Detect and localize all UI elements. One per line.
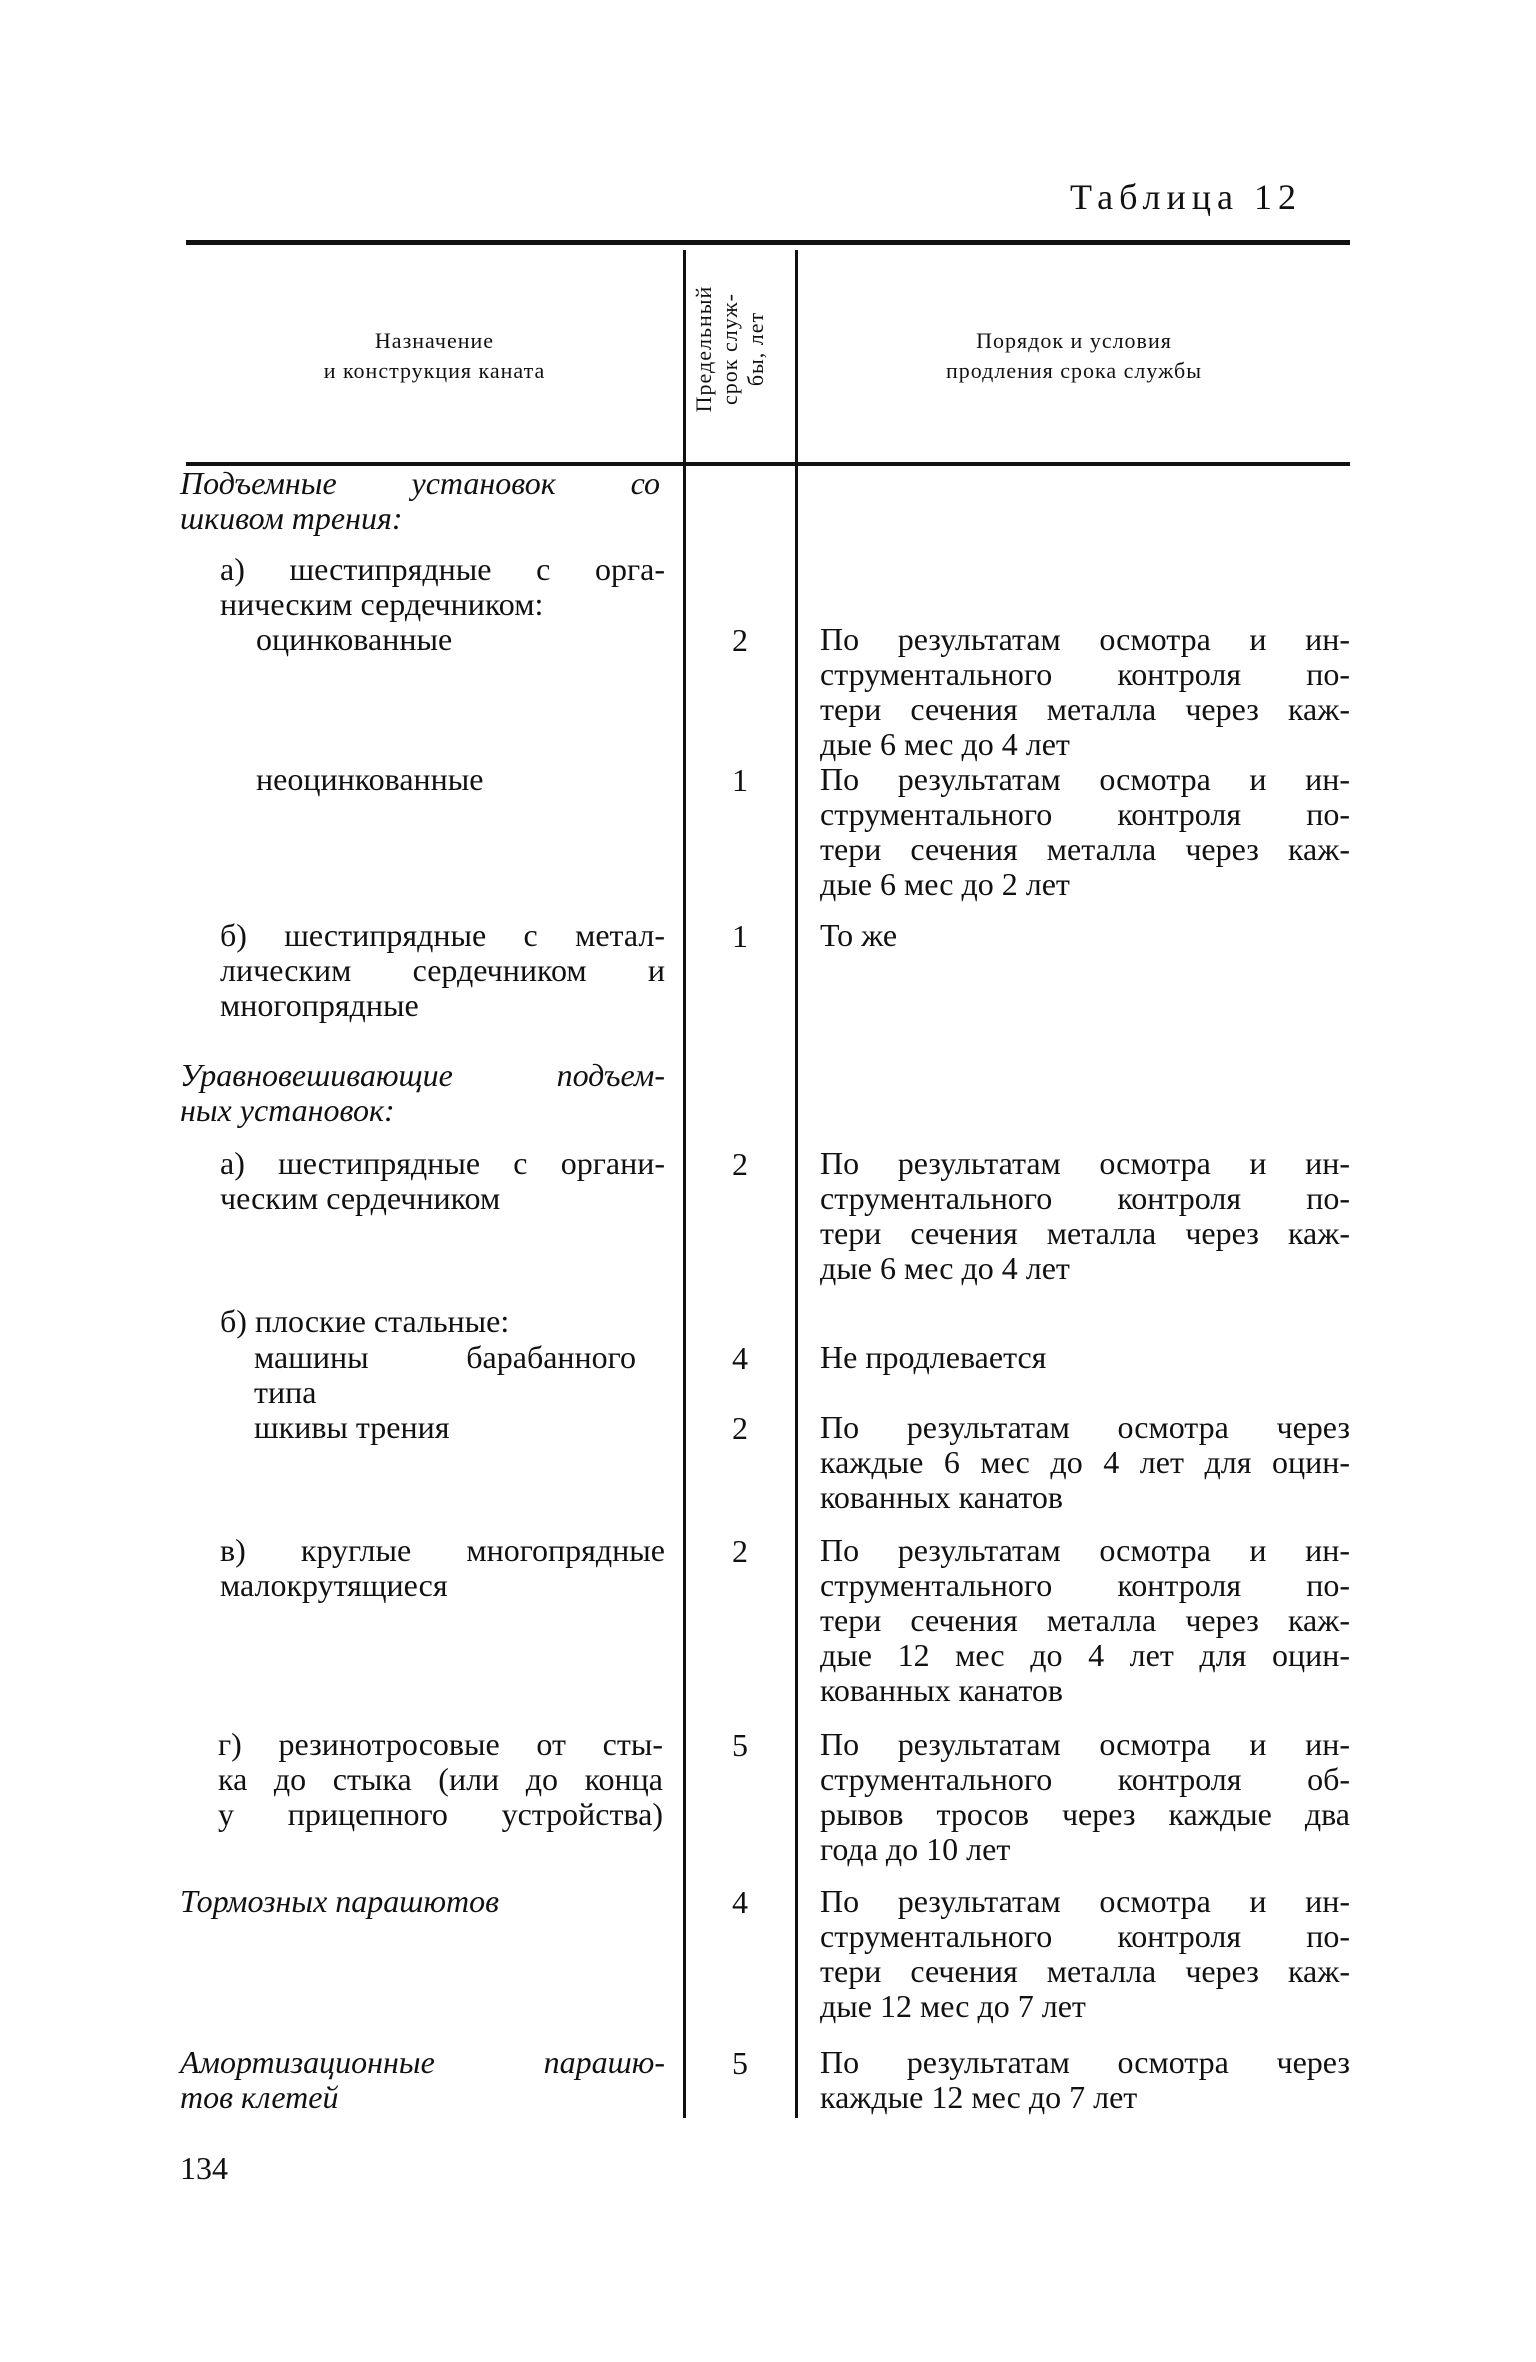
conditions-line: кованных канатов: [820, 1672, 1063, 1708]
header-col2-line: бы, лет: [743, 311, 768, 387]
conditions-line: струментального контроля по-: [820, 1180, 1350, 1216]
conditions-line: дые 6 мес до 4 лет: [820, 1250, 1070, 1286]
conditions-line: дые 6 мес до 4 лет: [820, 726, 1070, 762]
row-label-line: типа: [254, 1374, 317, 1410]
renewal-conditions: [820, 762, 1350, 902]
conditions-line: струментального контроля по-: [820, 1567, 1350, 1603]
row-label: [220, 1146, 665, 1216]
conditions-line: дые 12 мес до 4 лет для оцин-: [820, 1637, 1350, 1673]
renewal-conditions: [820, 1727, 1350, 1867]
conditions-line: струментального контроля по-: [820, 796, 1350, 832]
header-col1-line: Назначение: [374, 328, 495, 353]
conditions-line: По результатам осмотра и ин-: [820, 1532, 1350, 1568]
row-label-line: б) шестипрядные с метал-: [220, 917, 665, 953]
renewal-conditions: Не продлевается: [820, 1339, 1047, 1375]
conditions-line: тери сечения металла через каж-: [820, 1602, 1350, 1638]
section-title: [180, 1058, 665, 1128]
row-label: неоцинкованные: [256, 761, 484, 797]
conditions-line: рывов тросов через каждые два: [820, 1796, 1350, 1832]
conditions-line: тери сечения металла через каж-: [820, 831, 1350, 867]
service-life-value: 2: [732, 622, 748, 658]
column-divider-right: [795, 250, 798, 2118]
service-life-value: 1: [732, 762, 748, 798]
row-label-line: ническим сердечником:: [220, 586, 544, 622]
conditions-line: струментального контроля об-: [820, 1761, 1350, 1797]
renewal-conditions: [820, 1410, 1350, 1515]
section-title: [180, 466, 660, 536]
section-title: [180, 2045, 665, 2115]
header-col2: [691, 249, 769, 449]
row-label-line: в) круглые многопрядные: [220, 1532, 665, 1568]
renewal-conditions: [820, 1146, 1350, 1286]
header-col3-line: продления срока службы: [946, 358, 1202, 383]
column-divider-left: [683, 250, 686, 2118]
row-label: [220, 1533, 665, 1603]
row-label-line: г) резинотросовые от сты-: [218, 1726, 663, 1762]
service-life-value: 2: [732, 1533, 748, 1569]
row-label: б) плоские стальные:: [220, 1303, 510, 1339]
conditions-line: По результатам осмотра и ин-: [820, 1145, 1350, 1181]
section-title-line: Уравновешивающие подъем-: [180, 1057, 665, 1093]
row-label: оцинкованные: [256, 621, 453, 657]
conditions-line: кованных канатов: [820, 1479, 1063, 1515]
row-label-line: машины барабанного: [254, 1339, 636, 1375]
header-col2-line: Предельный: [691, 285, 716, 413]
conditions-line: тери сечения металла через каж-: [820, 1953, 1350, 1989]
section-title-line: шкивом трения:: [180, 500, 403, 536]
section-title-line: ных установок:: [180, 1092, 395, 1128]
conditions-line: По результатам осмотра через: [820, 2044, 1350, 2080]
header-col3-line: Порядок и условия: [976, 328, 1172, 353]
header-col2-line: срок служ-: [717, 293, 742, 405]
row-label-line: у прицепного устройства): [218, 1796, 663, 1832]
header-col1: [186, 326, 683, 386]
renewal-conditions: [820, 1533, 1350, 1708]
row-label: [220, 918, 665, 1023]
conditions-line: По результатам осмотра и ин-: [820, 621, 1350, 657]
renewal-conditions: [820, 622, 1350, 762]
conditions-line: дые 12 мес до 7 лет: [820, 1988, 1086, 2024]
conditions-line: По результатам осмотра и ин-: [820, 761, 1350, 797]
row-label-line: лическим сердечником и: [220, 952, 665, 988]
renewal-conditions: То же: [820, 917, 898, 953]
service-life-value: 2: [732, 1146, 748, 1182]
conditions-line: тери сечения металла через каж-: [820, 691, 1350, 727]
row-label: шкивы трения: [254, 1409, 450, 1445]
service-life-value: 4: [732, 1340, 748, 1376]
service-life-value: 1: [732, 918, 748, 954]
row-label-line: малокрутящиеся: [220, 1567, 448, 1603]
table-caption: Таблица 12: [1070, 177, 1302, 217]
row-label-line: а) шестипрядные с органи-: [220, 1145, 665, 1181]
section-title-line: Амортизационные парашю-: [180, 2044, 665, 2080]
conditions-line: По результатам осмотра через: [820, 1409, 1350, 1445]
service-life-value: 2: [732, 1410, 748, 1446]
conditions-line: каждые 12 мес до 7 лет: [820, 2079, 1138, 2115]
row-label: [218, 1727, 663, 1832]
section-title-line: тов клетей: [180, 2079, 339, 2115]
service-life-value: 5: [732, 2045, 748, 2081]
conditions-line: тери сечения металла через каж-: [820, 1215, 1350, 1251]
row-label: [220, 552, 665, 622]
renewal-conditions: [820, 1884, 1350, 2024]
section-title-line: Подъемные установок со: [180, 465, 660, 501]
conditions-line: года до 10 лет: [820, 1831, 1011, 1867]
row-label-line: многопрядные: [220, 987, 419, 1023]
service-life-value: 4: [732, 1884, 748, 1920]
conditions-line: струментального контроля по-: [820, 1918, 1350, 1954]
header-col1-line: и конструкция каната: [323, 358, 546, 383]
row-label-line: ка до стыка (или до конца: [218, 1761, 663, 1797]
conditions-line: струментального контроля по-: [820, 656, 1350, 692]
row-label-line: а) шестипрядные с орга-: [220, 551, 665, 587]
section-title: Тормозных парашютов: [180, 1883, 499, 1919]
renewal-conditions: [820, 2045, 1350, 2115]
conditions-line: дые 6 мес до 2 лет: [820, 866, 1070, 902]
page-number: 134: [180, 2150, 228, 2186]
conditions-line: По результатам осмотра и ин-: [820, 1726, 1350, 1762]
conditions-line: каждые 6 мес до 4 лет для оцин-: [820, 1444, 1350, 1480]
conditions-line: По результатам осмотра и ин-: [820, 1883, 1350, 1919]
service-life-value: 5: [732, 1727, 748, 1763]
header-col3: [798, 326, 1350, 386]
row-label-line: ческим сердечником: [220, 1180, 501, 1216]
row-label: [254, 1340, 636, 1410]
top-rule: [186, 240, 1350, 245]
